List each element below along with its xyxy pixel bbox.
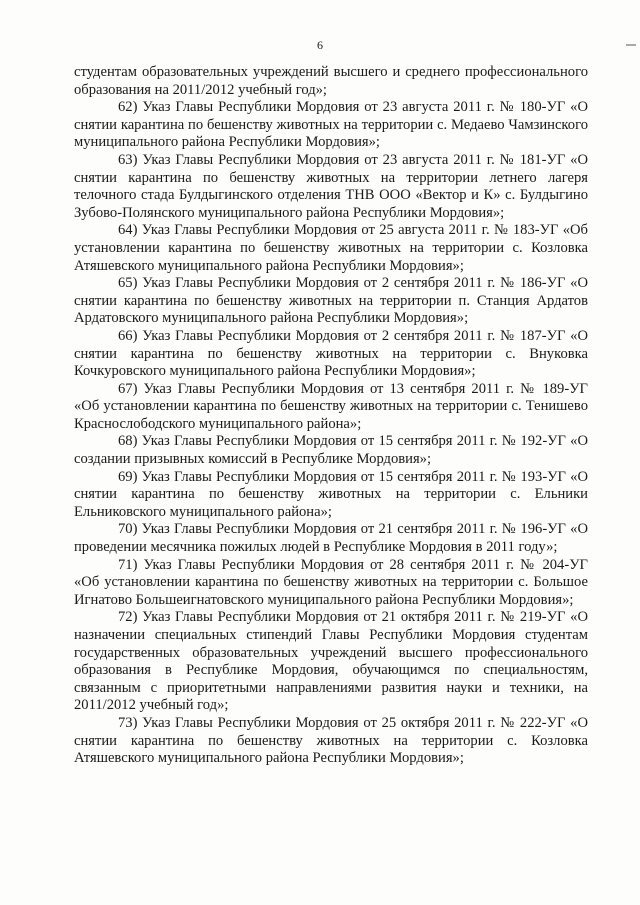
list-item-66: 66) Указ Главы Республики Мордовия от 2 сентября 2011 г. № 187-УГ «О снятии карантина по бешенству животных на территории с. Внуковка Кочкуровского муниципального района Республики Мордовия»; xyxy=(74,327,588,380)
list-item-72: 72) Указ Главы Республики Мордовия от 21 октября 2011 г. № 219-УГ «О назначении специальных стипендий Главы Республики Мордовия студентам государственных образовательных учреждений высшего профессионального образования в Республике Мордовия, обучающимся по специальностям, связанным с приоритетными направлениями развития науки и техники, на 2011/2012 учебный год»; xyxy=(74,609,588,714)
list-item-68: 68) Указ Главы Республики Мордовия от 15 сентября 2011 г. № 192-УГ «О создании призывных комиссий в Республике Мордовия»; xyxy=(74,433,588,468)
page-number: 6 xyxy=(317,38,323,52)
list-item-70: 70) Указ Главы Республики Мордовия от 21 сентября 2011 г. № 196-УГ «О проведении месячника пожилых людей в Республике Мордовия в 2011 году»; xyxy=(74,521,588,556)
document-body xyxy=(74,64,588,768)
list-item-71: 71) Указ Главы Республики Мордовия от 28 сентября 2011 г. № 204-УГ «Об установлении карантина по бешенству животных на территории с. Большое Игнатово Большеигнатовского муниципального района Республики Мордовия»; xyxy=(74,556,588,608)
list-item-62: 62) Указ Главы Республики Мордовия от 23 августа 2011 г. № 180-УГ «О снятии карантина по бешенству животных на территории с. Медаево Чамзинского муниципального района Республики Мордовия»; xyxy=(74,99,588,151)
list-item-63: 63) Указ Главы Республики Мордовия от 23 августа 2011 г. № 181-УГ «О снятии карантина по бешенству животных на территории летнего лагеря телочного стада Булдыгинского отделения ТНВ ООО «Вектор и К» с. Булдыгино Зубово-Полянского муниципального района Республики Мордовия»; xyxy=(74,151,588,221)
list-item-67: 67) Указ Главы Республики Мордовия от 13 сентября 2011 г. № 189-УГ «Об установлении карантина по бешенству животных на территории с. Тенишево Краснослободского муниципального района»; xyxy=(74,380,588,432)
list-item-64: 64) Указ Главы Республики Мордовия от 25 августа 2011 г. № 183-УГ «Об установлении карантина по бешенству животных на территории с. Козловка Атяшевского муниципального района Республики Мордовия»; xyxy=(74,222,588,274)
list-item-65: 65) Указ Главы Республики Мордовия от 2 сентября 2011 г. № 186-УГ «О снятии карантина по бешенству животных на территории п. Станция Ардатов Ардатовского муниципального района Республики Мордовия»; xyxy=(74,275,588,327)
list-item-69: 69) Указ Главы Республики Мордовия от 15 сентября 2011 г. № 193-УГ «О снятии карантина по бешенству животных на территории с. Ельники Ельниковского муниципального района»; xyxy=(74,468,588,520)
list-item-73: 73) Указ Главы Республики Мордовия от 25 октября 2011 г. № 222-УГ «О снятии карантина по бешенству животных на территории с. Козловка Атяшевского муниципального района Республики Мордовия»; xyxy=(74,714,588,767)
paragraph-continuation: студентам образовательных учреждений высшего и среднего профессионального образования на 2011/2012 учебный год»; xyxy=(74,64,588,98)
